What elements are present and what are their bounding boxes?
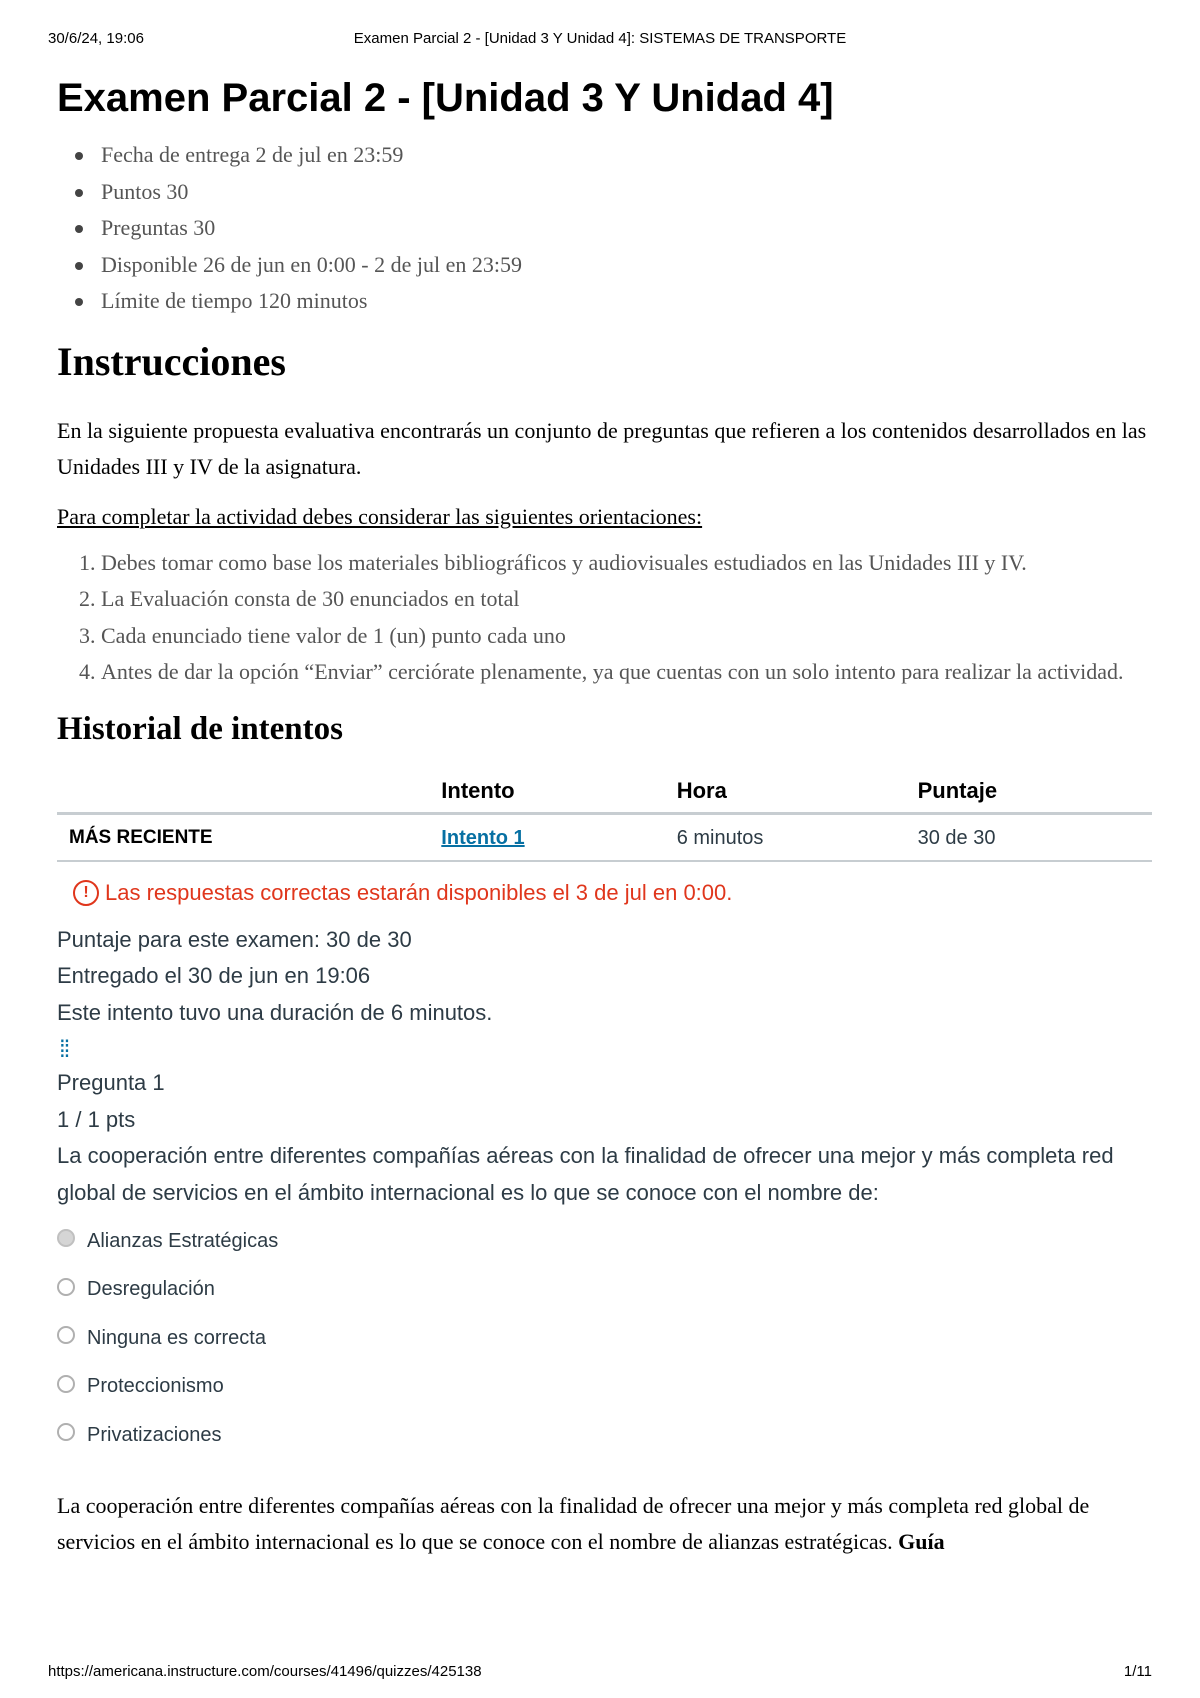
table-header-row <box>57 768 1152 814</box>
answers-availability-notice <box>73 880 1152 906</box>
answer-option[interactable] <box>57 1266 1152 1315</box>
radio-icon[interactable] <box>57 1326 75 1344</box>
bullet-icon <box>75 152 83 160</box>
column-header-attempt: Intento <box>429 768 664 814</box>
print-date: 30/6/24, 19:06 <box>48 30 144 47</box>
attempt-link[interactable]: Intento 1 <box>441 826 525 849</box>
answer-label: Alianzas Estratégicas <box>87 1229 279 1252</box>
orientation-item: 2. La Evaluación consta de 30 enunciados en total <box>101 581 1152 618</box>
quiz-meta-list <box>57 137 1152 320</box>
radio-icon[interactable] <box>57 1375 75 1393</box>
column-header-score: Puntaje <box>906 768 1152 814</box>
feedback-bold-text: Guía <box>898 1529 945 1554</box>
submitted-line: Entregado el 30 de jun en 19:06 <box>57 963 371 988</box>
drag-handle-icon[interactable]: ⁞⁞ <box>59 1036 69 1063</box>
bullet-icon <box>75 298 83 306</box>
radio-icon[interactable] <box>57 1423 75 1441</box>
history-heading: Historial de intentos <box>57 710 343 747</box>
meta-questions: Preguntas 30 <box>75 210 1152 247</box>
meta-available: Disponible 26 de jun en 0:00 - 2 de jul en 23:59 <box>75 247 1152 284</box>
answer-label: Ninguna es correcta <box>87 1326 266 1349</box>
answer-option[interactable] <box>57 1363 1152 1412</box>
duration-line: Este intento tuvo una duración de 6 minutos. <box>57 999 493 1025</box>
attempt-score: 30 de 30 <box>906 813 1152 861</box>
meta-time-limit: Límite de tiempo 120 minutos <box>75 283 1152 320</box>
attempt-summary <box>57 922 1152 1032</box>
answer-list <box>57 1217 1152 1460</box>
meta-points: Puntos 30 <box>75 174 1152 211</box>
column-header-blank <box>57 768 429 814</box>
bullet-icon <box>75 189 83 197</box>
question-1 <box>57 1065 1152 1561</box>
most-recent-label: MÁS RECIENTE <box>57 813 429 861</box>
instructions-intro: En la siguiente propuesta evaluativa encontrarás un conjunto de preguntas que refieren a los contenidos desarrollados en las Unidades III y IV de la asignatura. <box>57 417 1147 479</box>
quiz-content <box>57 70 1152 1561</box>
print-url: https://americana.instructure.com/courses/41496/quizzes/425138 <box>48 1663 482 1680</box>
print-header <box>48 30 1152 50</box>
quiz-title: Examen Parcial 2 - [Unidad 3 Y Unidad 4] <box>57 76 834 120</box>
warning-icon: ! <box>73 880 99 906</box>
orientation-item: 1. Debes tomar como base los materiales bibliográficos y audiovisuales estudiados en las Unidades III y IV. <box>101 545 1152 582</box>
orientation-item: 3. Cada enunciado tiene valor de 1 (un) punto cada uno <box>101 618 1152 655</box>
answer-option[interactable] <box>57 1314 1152 1363</box>
answer-label: Proteccionismo <box>87 1375 224 1398</box>
radio-selected-icon[interactable] <box>57 1229 75 1247</box>
orientations-title: Para completar la actividad debes considerar las siguientes orientaciones: <box>57 503 703 529</box>
question-text: La cooperación entre diferentes compañías aéreas con la finalidad de ofrecer una mejor y más completa red global de servicios en el ámbito internacional es lo que se conoce con el nombre de: <box>57 1143 1114 1205</box>
meta-due-date: Fecha de entrega 2 de jul en 23:59 <box>75 137 1152 174</box>
instructions-heading: Instrucciones <box>57 338 286 384</box>
answer-feedback <box>57 1488 1152 1561</box>
answer-label: Privatizaciones <box>87 1423 222 1446</box>
print-page-title: Examen Parcial 2 - [Unidad 3 Y Unidad 4]: SISTEMAS DE TRANSPORTE <box>353 30 847 47</box>
question-label: Pregunta 1 <box>57 1070 165 1095</box>
notice-text: Las respuestas correctas estarán disponibles el 3 de jul en 0:00. <box>105 879 733 905</box>
score-line: Puntaje para este examen: 30 de 30 <box>57 926 412 952</box>
print-page-number: 1/11 <box>1123 1663 1152 1680</box>
orientations-list <box>57 545 1152 691</box>
answer-option[interactable] <box>57 1411 1152 1460</box>
attempt-time: 6 minutos <box>665 813 906 861</box>
question-points: 1 / 1 pts <box>57 1106 136 1132</box>
orientation-item: 4. Antes de dar la opción “Enviar” cerciórate plenamente, ya que cuentas con un solo intento para realizar la actividad. <box>101 654 1152 691</box>
feedback-text: La cooperación entre diferentes compañías aéreas con la finalidad de ofrecer una mejor y más completa red global de servicios en el ámbito internacional es lo que se conoce con el nombre de alianzas estratégicas. <box>57 1492 1090 1554</box>
radio-icon[interactable] <box>57 1278 75 1296</box>
print-footer <box>48 1663 1152 1683</box>
column-header-time: Hora <box>665 768 906 814</box>
answer-option[interactable] <box>57 1217 1152 1266</box>
bullet-icon <box>75 262 83 270</box>
table-row <box>57 813 1152 861</box>
attempt-history-table <box>57 768 1152 862</box>
answer-label: Desregulación <box>87 1278 215 1301</box>
bullet-icon <box>75 225 83 233</box>
